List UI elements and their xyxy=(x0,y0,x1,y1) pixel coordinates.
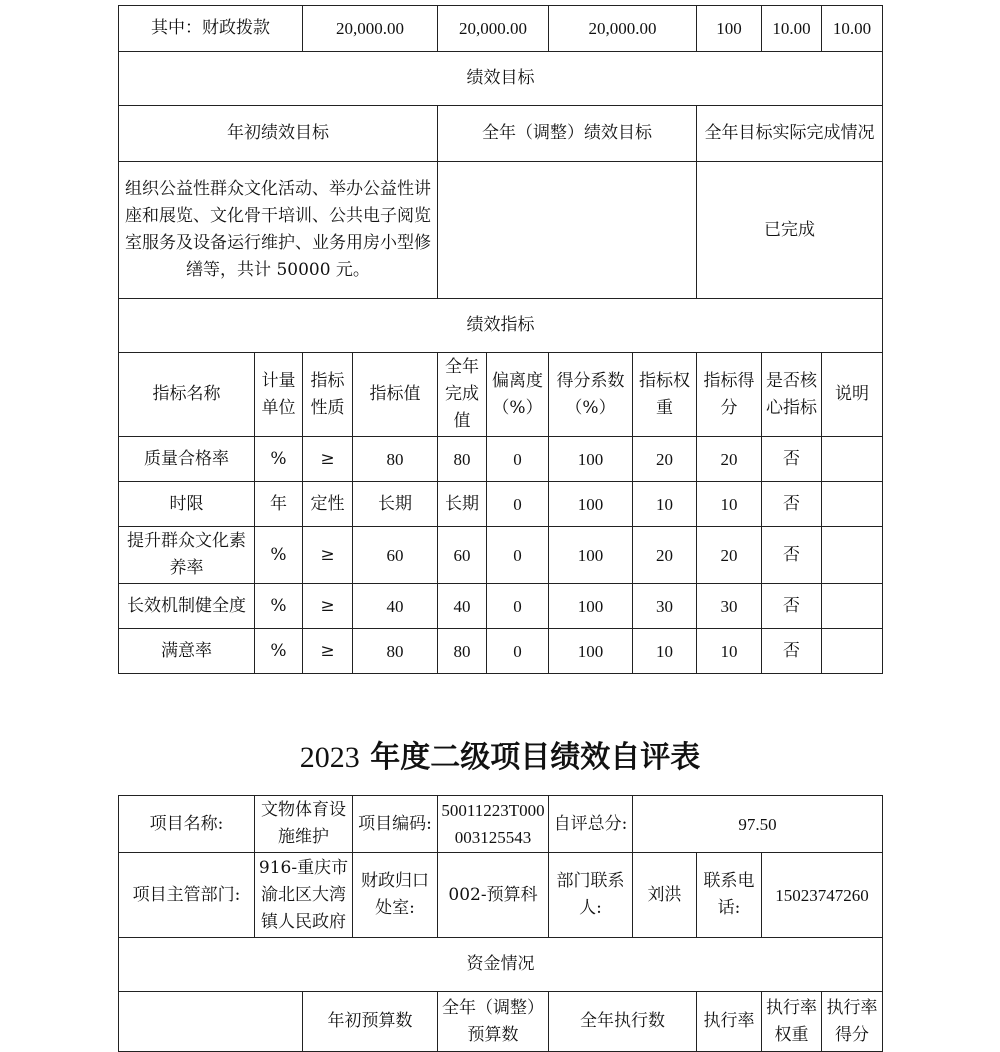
page-title xyxy=(0,736,1000,780)
phone-label: 联系电话: xyxy=(697,853,762,938)
indicator-row xyxy=(119,584,883,629)
indicator-name: 时限 xyxy=(119,482,255,527)
indicator-score: 30 xyxy=(697,584,762,629)
goal-header-actual: 全年目标实际完成情况 xyxy=(697,106,883,162)
project-code: 50011223T000003125543 xyxy=(438,796,549,853)
self-score: 97.50 xyxy=(633,796,883,853)
funds-header-row xyxy=(119,992,883,1052)
goal-content-adjusted xyxy=(438,162,697,299)
goal-section-title: 绩效目标 xyxy=(119,52,883,106)
title-text: 年度二级项目绩效自评表 xyxy=(370,740,701,775)
finance-office: 002-预算科 xyxy=(438,853,549,938)
indicator-target: 60 xyxy=(353,527,438,584)
indicator-completed: 40 xyxy=(438,584,487,629)
indicator-deviation: 0 xyxy=(487,527,549,584)
indicator-completed: 80 xyxy=(438,437,487,482)
hdr-unit: 计量单位 xyxy=(255,353,303,437)
indicator-unit: % xyxy=(255,527,303,584)
indicator-deviation: 0 xyxy=(487,437,549,482)
fiscal-weight: 10.00 xyxy=(762,6,822,52)
hdr-score: 指标得分 xyxy=(697,353,762,437)
indicator-remarks xyxy=(822,629,883,674)
hdr-indicator-name: 指标名称 xyxy=(119,353,255,437)
indicator-nature: ≥ xyxy=(303,527,353,584)
indicator-score: 20 xyxy=(697,437,762,482)
hdr-target-value: 指标值 xyxy=(353,353,438,437)
indicator-deviation: 0 xyxy=(487,629,549,674)
indicator-nature: ≥ xyxy=(303,437,353,482)
fiscal-adjusted-budget: 20,000.00 xyxy=(438,6,549,52)
indicator-target: 80 xyxy=(353,629,438,674)
indicator-coefficient: 100 xyxy=(549,584,633,629)
indicator-name: 质量合格率 xyxy=(119,437,255,482)
indicator-is-core: 否 xyxy=(762,482,822,527)
funds-hdr-score: 执行率得分 xyxy=(822,992,883,1052)
fiscal-exec-rate: 100 xyxy=(697,6,762,52)
fiscal-executed: 20,000.00 xyxy=(549,6,697,52)
goal-header-adjusted: 全年（调整）绩效目标 xyxy=(438,106,697,162)
hdr-remarks: 说明 xyxy=(822,353,883,437)
indicator-is-core: 否 xyxy=(762,527,822,584)
dept-label: 项目主管部门: xyxy=(119,853,255,938)
indicator-completed: 80 xyxy=(438,629,487,674)
funds-section-title: 资金情况 xyxy=(119,938,883,992)
indicator-remarks xyxy=(822,527,883,584)
indicator-row xyxy=(119,629,883,674)
indicator-is-core: 否 xyxy=(762,629,822,674)
indicator-weight: 20 xyxy=(633,437,697,482)
indicator-unit: 年 xyxy=(255,482,303,527)
fiscal-allocation-row xyxy=(119,6,883,52)
project-name: 文物体育设施维护 xyxy=(255,796,353,853)
indicator-row xyxy=(119,527,883,584)
indicator-completed: 长期 xyxy=(438,482,487,527)
indicator-name: 满意率 xyxy=(119,629,255,674)
hdr-score-coefficient: 得分系数（%） xyxy=(549,353,633,437)
self-score-label: 自评总分: xyxy=(549,796,633,853)
goal-content-actual: 已完成 xyxy=(697,162,883,299)
fiscal-row-label: 其中：财政拨款 xyxy=(119,6,303,52)
fiscal-score: 10.00 xyxy=(822,6,883,52)
finance-office-label: 财政归口处室: xyxy=(353,853,438,938)
indicator-name: 提升群众文化素养率 xyxy=(119,527,255,584)
project-self-evaluation-table xyxy=(118,795,883,1052)
indicator-score: 10 xyxy=(697,629,762,674)
indicator-nature: ≥ xyxy=(303,584,353,629)
indicator-score: 10 xyxy=(697,482,762,527)
indicator-weight: 30 xyxy=(633,584,697,629)
indicator-is-core: 否 xyxy=(762,584,822,629)
dept: 916-重庆市渝北区大湾镇人民政府 xyxy=(255,853,353,938)
indicator-unit: % xyxy=(255,629,303,674)
indicator-weight: 20 xyxy=(633,527,697,584)
goal-header-initial: 年初绩效目标 xyxy=(119,106,438,162)
indicator-completed: 60 xyxy=(438,527,487,584)
indicator-header-row xyxy=(119,353,883,437)
indicator-target: 长期 xyxy=(353,482,438,527)
indicator-remarks xyxy=(822,482,883,527)
indicator-coefficient: 100 xyxy=(549,482,633,527)
indicator-row xyxy=(119,482,883,527)
indicator-nature: 定性 xyxy=(303,482,353,527)
title-year: 2023 xyxy=(299,741,360,774)
dept-info-row xyxy=(119,853,883,938)
indicator-remarks xyxy=(822,437,883,482)
indicator-section-title: 绩效指标 xyxy=(119,299,883,353)
indicator-is-core: 否 xyxy=(762,437,822,482)
project-code-label: 项目编码: xyxy=(353,796,438,853)
hdr-deviation: 偏离度（%） xyxy=(487,353,549,437)
hdr-is-core: 是否核心指标 xyxy=(762,353,822,437)
hdr-completed-value: 全年完成值 xyxy=(438,353,487,437)
indicator-weight: 10 xyxy=(633,629,697,674)
indicator-remarks xyxy=(822,584,883,629)
funds-hdr-exec-rate: 执行率 xyxy=(697,992,762,1052)
indicator-unit: % xyxy=(255,437,303,482)
funds-header-blank xyxy=(119,992,303,1052)
indicator-target: 40 xyxy=(353,584,438,629)
funds-hdr-executed: 全年执行数 xyxy=(549,992,697,1052)
funds-hdr-initial-budget: 年初预算数 xyxy=(303,992,438,1052)
indicator-unit: % xyxy=(255,584,303,629)
contact: 刘洪 xyxy=(633,853,697,938)
indicator-coefficient: 100 xyxy=(549,527,633,584)
fiscal-initial-budget: 20,000.00 xyxy=(303,6,438,52)
hdr-weight: 指标权重 xyxy=(633,353,697,437)
indicator-weight: 10 xyxy=(633,482,697,527)
indicator-nature: ≥ xyxy=(303,629,353,674)
indicator-deviation: 0 xyxy=(487,584,549,629)
indicator-coefficient: 100 xyxy=(549,629,633,674)
project-info-row xyxy=(119,796,883,853)
goal-content-initial: 组织公益性群众文化活动、举办公益性讲座和展览、文化骨干培训、公共电子阅览室服务及设备运行维护、业务用房小型修缮等，共计 50000 元。 xyxy=(119,162,438,299)
indicator-coefficient: 100 xyxy=(549,437,633,482)
indicator-deviation: 0 xyxy=(487,482,549,527)
contact-label: 部门联系人: xyxy=(549,853,633,938)
indicator-row xyxy=(119,437,883,482)
indicator-score: 20 xyxy=(697,527,762,584)
indicator-target: 80 xyxy=(353,437,438,482)
performance-table-continued xyxy=(118,5,883,674)
funds-hdr-adjusted-budget: 全年（调整）预算数 xyxy=(438,992,549,1052)
hdr-nature: 指标性质 xyxy=(303,353,353,437)
indicator-name: 长效机制健全度 xyxy=(119,584,255,629)
funds-hdr-weight: 执行率权重 xyxy=(762,992,822,1052)
project-name-label: 项目名称: xyxy=(119,796,255,853)
phone: 15023747260 xyxy=(762,853,883,938)
